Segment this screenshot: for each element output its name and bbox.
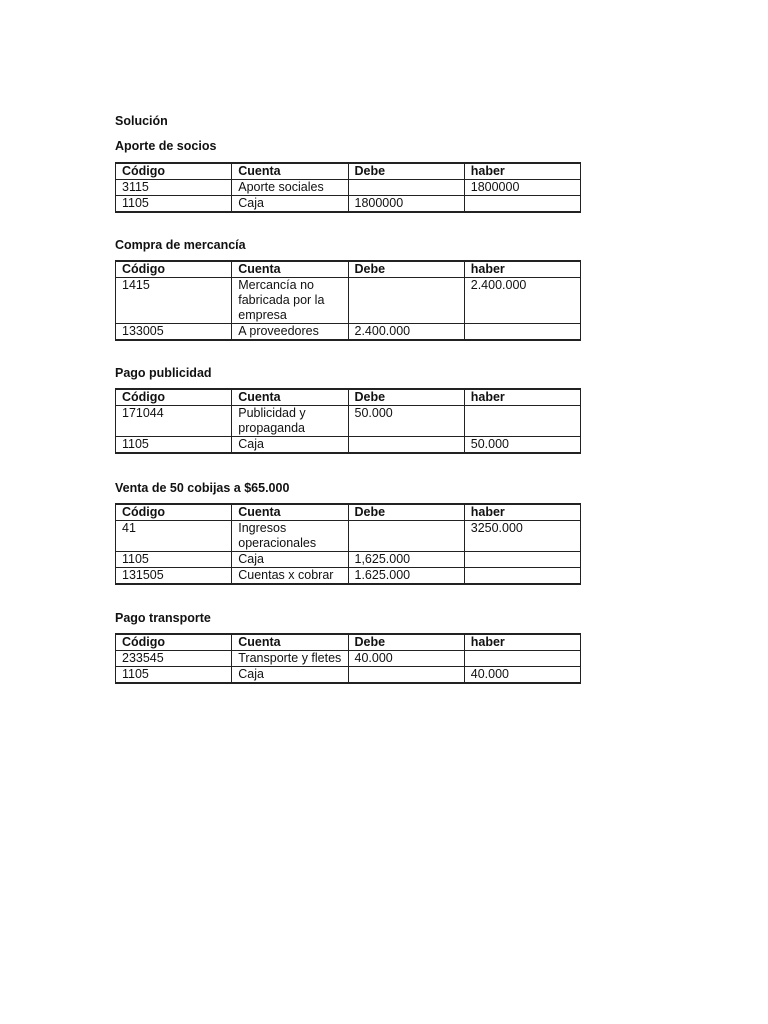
journal-table: [115, 260, 581, 341]
table-row: [116, 278, 581, 324]
document-body: [115, 112, 585, 684]
cell-codigo: 171044: [116, 406, 232, 437]
cell-codigo: 1105: [116, 667, 232, 684]
section-aporte-de-socios: [115, 137, 585, 213]
column-header-debe: Debe: [348, 634, 464, 651]
cell-cuenta: Cuentas x cobrar: [232, 568, 348, 585]
cell-cuenta: Aporte sociales: [232, 180, 348, 196]
cell-haber: [464, 651, 580, 667]
column-header-debe: Debe: [348, 261, 464, 278]
cell-codigo: 1105: [116, 437, 232, 454]
cell-codigo: 3115: [116, 180, 232, 196]
column-header-haber: haber: [464, 163, 580, 180]
cell-codigo: 131505: [116, 568, 232, 585]
cell-debe: 1800000: [348, 196, 464, 213]
cell-cuenta: Ingresos operacionales: [232, 521, 348, 552]
column-header-codigo: Código: [116, 389, 232, 406]
column-header-debe: Debe: [348, 163, 464, 180]
column-header-codigo: Código: [116, 504, 232, 521]
cell-haber: [464, 196, 580, 213]
section-heading: Aporte de socios: [115, 139, 217, 153]
cell-haber: 2.400.000: [464, 278, 580, 324]
cell-cuenta: Mercancía no fabricada por la empresa: [232, 278, 348, 324]
cell-haber: [464, 324, 580, 341]
section-venta-de-cobijas: [115, 479, 585, 585]
column-header-debe: Debe: [348, 504, 464, 521]
cell-debe: [348, 278, 464, 324]
cell-debe: 50.000: [348, 406, 464, 437]
cell-haber: 3250.000: [464, 521, 580, 552]
cell-debe: [348, 437, 464, 454]
cell-debe: [348, 180, 464, 196]
column-header-haber: haber: [464, 634, 580, 651]
table-header-row: [116, 261, 581, 278]
cell-codigo: 233545: [116, 651, 232, 667]
column-header-haber: haber: [464, 389, 580, 406]
cell-cuenta: Caja: [232, 437, 348, 454]
section-pago-transporte: [115, 609, 585, 684]
column-header-codigo: Código: [116, 163, 232, 180]
column-header-cuenta: Cuenta: [232, 389, 348, 406]
cell-haber: 50.000: [464, 437, 580, 454]
cell-cuenta: Caja: [232, 196, 348, 213]
cell-codigo: 41: [116, 521, 232, 552]
table-header-row: [116, 163, 581, 180]
journal-table: [115, 388, 581, 454]
table-row: [116, 568, 581, 585]
journal-table: [115, 503, 581, 585]
cell-haber: [464, 552, 580, 568]
section-compra-de-mercancia: [115, 236, 585, 341]
section-heading: Pago publicidad: [115, 366, 212, 380]
section-heading: Compra de mercancía: [115, 238, 246, 252]
column-header-cuenta: Cuenta: [232, 261, 348, 278]
table-row: [116, 196, 581, 213]
cell-cuenta: Transporte y fletes: [232, 651, 348, 667]
column-header-codigo: Código: [116, 634, 232, 651]
cell-codigo: 1415: [116, 278, 232, 324]
journal-table: [115, 633, 581, 684]
column-header-haber: haber: [464, 504, 580, 521]
column-header-codigo: Código: [116, 261, 232, 278]
section-heading: Pago transporte: [115, 611, 211, 625]
table-row: [116, 552, 581, 568]
column-header-haber: haber: [464, 261, 580, 278]
table-header-row: [116, 634, 581, 651]
column-header-debe: Debe: [348, 389, 464, 406]
cell-codigo: 1105: [116, 196, 232, 213]
table-row: [116, 521, 581, 552]
table-row: [116, 667, 581, 684]
cell-haber: [464, 406, 580, 437]
section-pago-publicidad: [115, 364, 585, 454]
cell-codigo: 1105: [116, 552, 232, 568]
cell-debe: 1,625.000: [348, 552, 464, 568]
column-header-cuenta: Cuenta: [232, 504, 348, 521]
cell-debe: [348, 667, 464, 684]
cell-cuenta: Caja: [232, 552, 348, 568]
cell-cuenta: Caja: [232, 667, 348, 684]
document-title: Solución: [115, 114, 168, 128]
cell-debe: 1.625.000: [348, 568, 464, 585]
table-row: [116, 651, 581, 667]
cell-codigo: 133005: [116, 324, 232, 341]
cell-cuenta: A proveedores: [232, 324, 348, 341]
table-row: [116, 437, 581, 454]
table-header-row: [116, 389, 581, 406]
cell-debe: [348, 521, 464, 552]
journal-table: [115, 162, 581, 213]
table-row: [116, 180, 581, 196]
column-header-cuenta: Cuenta: [232, 163, 348, 180]
table-row: [116, 324, 581, 341]
cell-haber: 40.000: [464, 667, 580, 684]
cell-cuenta: Publicidad y propaganda: [232, 406, 348, 437]
column-header-cuenta: Cuenta: [232, 634, 348, 651]
cell-haber: 1800000: [464, 180, 580, 196]
table-row: [116, 406, 581, 437]
section-heading: Venta de 50 cobijas a $65.000: [115, 481, 290, 495]
cell-debe: 2.400.000: [348, 324, 464, 341]
cell-debe: 40.000: [348, 651, 464, 667]
cell-haber: [464, 568, 580, 585]
table-header-row: [116, 504, 581, 521]
